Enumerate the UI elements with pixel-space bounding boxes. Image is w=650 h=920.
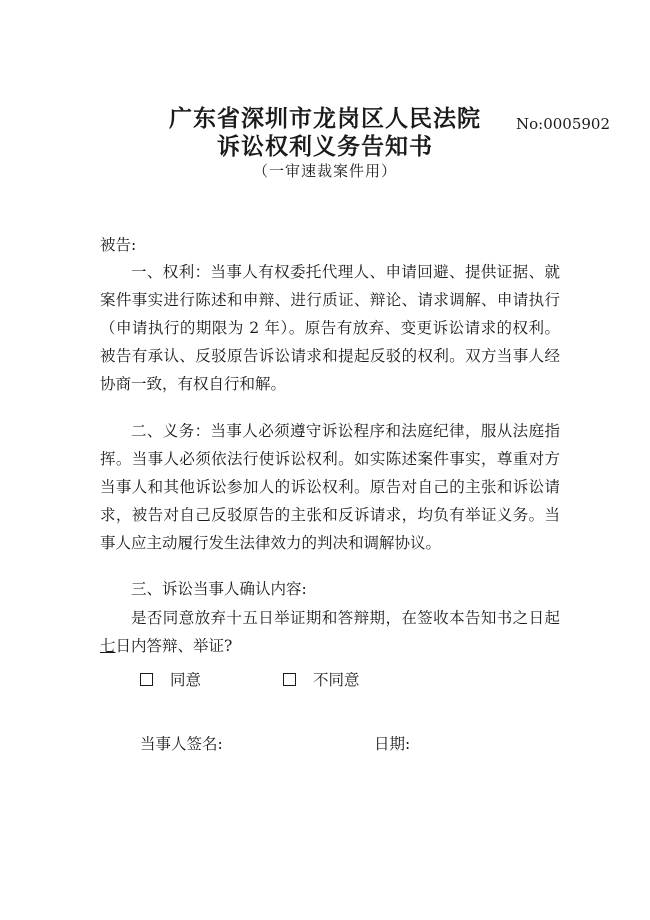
- confirm-heading: 三、诉讼当事人确认内容:: [131, 580, 307, 598]
- document-subtitle: （一审速裁案件用）: [252, 162, 397, 180]
- agree-checkbox-icon[interactable]: [140, 673, 153, 686]
- court-name: 广东省深圳市龙岗区人民法院: [169, 105, 481, 132]
- document-number: No:0005902: [516, 115, 611, 133]
- party-signature-label: 当事人签名:: [140, 735, 223, 753]
- defendant-label: 被告:: [100, 236, 137, 254]
- waiver-question: [100, 604, 560, 660]
- duties-paragraph: 二、义务：当事人必须遵守诉讼程序和法庭纪律，服从法庭指挥。当事人必须依法行使诉讼权利。如实陈述案件事实，尊重对方当事人和其他诉讼参加人的诉讼权利。原告对自己的主张和诉讼请求，被告对自己反驳原告的主张和反诉请求，均负有举证义务。当事人应主动履行发生法律效力的判决和调解协议。: [100, 422, 560, 552]
- date-label: 日期:: [374, 735, 411, 753]
- disagree-option[interactable]: [283, 668, 360, 692]
- document-title: 诉讼权利义务告知书: [217, 133, 433, 160]
- question-text-before: 是否同意放弃十五日举证期和答辩期，在签收本告知书之日起: [131, 609, 560, 627]
- rights-paragraph: 一、权利：当事人有权委托代理人、申请回避、提供证据、就案件事实进行陈述和申辩、进行质证、辩论、请求调解、申请执行（申请执行的期限为 2 年）。原告有放弃、变更诉讼请求的权利。被告有承认、反驳原告诉讼请求和提起反驳的权利。双方当事人经协商一致，有权自行和解。: [100, 263, 560, 393]
- disagree-label: 不同意: [313, 671, 360, 689]
- disagree-checkbox-icon[interactable]: [283, 673, 296, 686]
- question-text-after: 日内答辩、举证?: [115, 637, 233, 655]
- agree-option[interactable]: [140, 668, 201, 692]
- question-day-underlined: 七: [100, 637, 116, 655]
- agree-label: 同意: [170, 671, 202, 689]
